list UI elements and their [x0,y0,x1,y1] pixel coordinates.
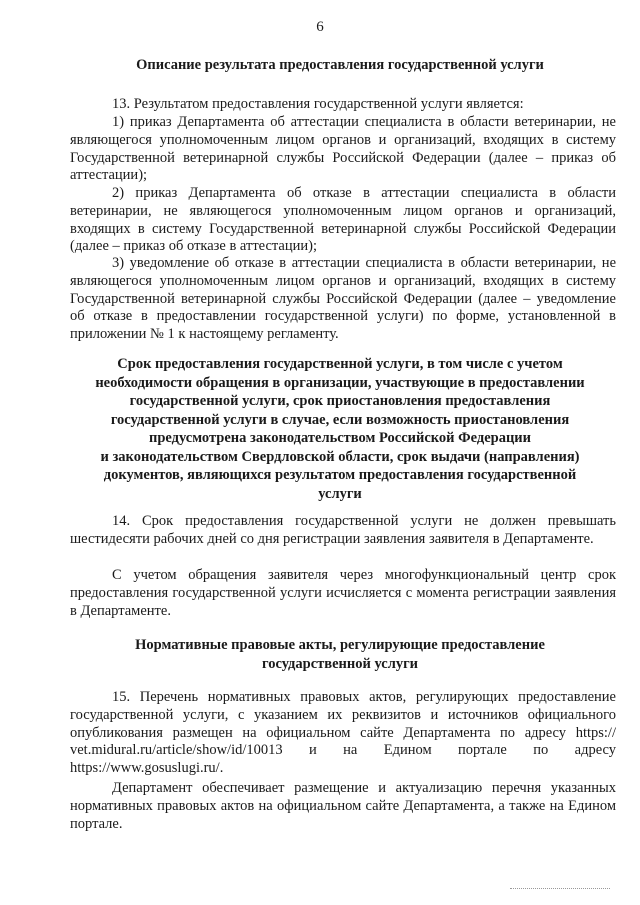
page-number: 6 [316,19,324,35]
section-heading-legal-acts [70,636,610,673]
section-heading-deadline [70,355,610,503]
paragraph-13-item-1: 1) приказ Департамента об аттестации специалиста в области ветеринарии, не являющегося уполномоченным лицом органов и организаций, входящих в систему Государственной ветеринарной службы Российской Федерации (далее – приказ об аттестации); [70,114,616,184]
paragraph-14: 14. Срок предоставления государственной услуги не должен превышать шестидесяти рабочих дней со дня регистрации заявления заявителя в Департаменте. [70,513,616,547]
paragraph-13-item-3: 3) уведомление об отказе в аттестации специалиста в области ветеринарии, не являющегося уполномоченным лицом органов и организаций, входящих в систему Государственной ветеринарной службы Российской Федерации (далее – уведомление об отказе в предоставлении государственной услуги) по форме, установленной в приложении № 1 к настоящему регламенту. [70,255,616,343]
paragraph-14-b: С учетом обращения заявителя через многофункциональный центр срок предоставления государственной услуги исчисляется с момента регистрации заявления в Департаменте. [70,567,616,619]
heading-line: документов, являющихся результатом предоставления государственной [103,467,577,483]
section-heading-result: Описание результата предоставления государственной услуги [136,57,544,73]
scan-artifact [510,888,610,891]
paragraph-15-b: Департамент обеспечивает размещение и актуализацию перечня указанных нормативных правовых актов на официальном сайте Департамента, а также на Едином портале. [70,780,616,832]
heading-line: услуги [318,485,362,502]
heading-line: государственной услуги [261,655,419,672]
heading-line: Срок предоставления государственной услуги, в том числе с учетом [117,356,563,372]
heading-line: предусмотрена законодательством Российской Федерации [148,430,532,446]
heading-line: необходимости обращения в организации, участвующие в предоставлении [95,374,585,391]
paragraph-13-item-2: 2) приказ Департамента об отказе в аттестации специалиста в области ветеринарии, не являющегося уполномоченным лицом органов и организаций, входящих в систему Государственной ветеринарной службы Российской Федерации (далее – приказ об отказе в аттестации); [70,185,616,255]
paragraph-15: 15. Перечень нормативных правовых актов, регулирующих предоставление государственной услуги, с указанием их реквизитов и источников официального опубликования размещен на официальном сайте Департамента по адресу https:// vet.midural.ru/article/show/id/10013 и на Едином портале по адресу https://www.gosuslugi.ru/. [70,689,616,777]
heading-line: государственной услуги, срок приостановления предоставления [129,393,551,409]
heading-line: государственной услуги в случае, если возможность приостановления [110,411,570,428]
heading-line: Нормативные правовые акты, регулирующие предоставление [135,637,545,653]
paragraph-13-intro: 13. Результатом предоставления государственной услуги является: [112,96,524,112]
heading-line: и законодательством Свердловской области, срок выдачи (направления) [100,448,580,465]
